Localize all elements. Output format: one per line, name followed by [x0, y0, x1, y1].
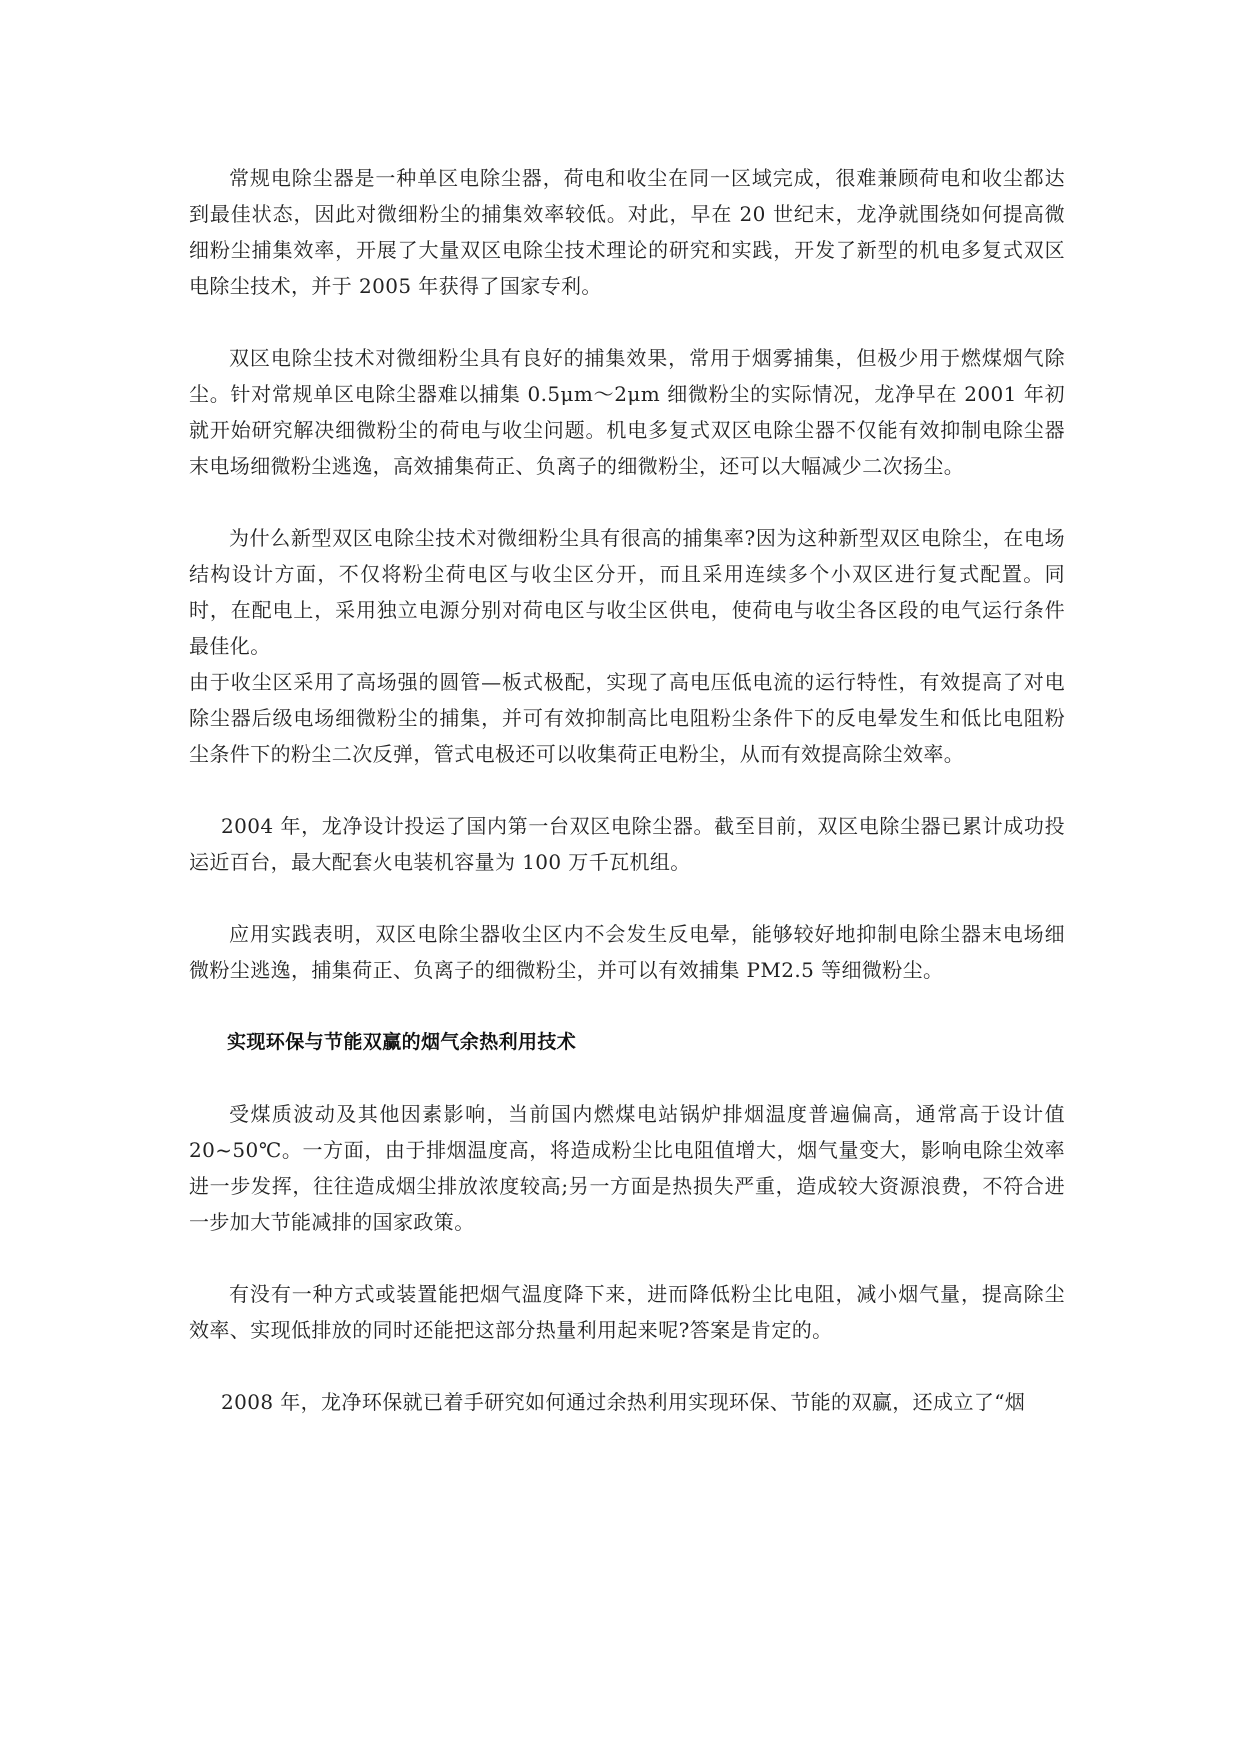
paragraph-dual-zone-effect: 双区电除尘技术对微细粉尘具有良好的捕集效果，常用于烟雾捕集，但极少用于燃煤烟气除尘。针对常规单区电除尘器难以捕集 0.5μm～2μm 细微粉尘的实际情况，龙净早在 2001 年初就开始研究解决细微粉尘的荷电与收尘问题。机电多复式双区电除尘器不仅能有效抑制电除尘器末电场细微粉尘逃逸，高效捕集荷正、负离子的细微粉尘，还可以大幅减少二次扬尘。	[189, 346, 1065, 478]
paragraph-tube-plate-config: 由于收尘区采用了高场强的圆管—板式极配，实现了高电压低电流的运行特性，有效提高了对电除尘器后级电场细微粉尘的捕集，并可有效抑制高比电阻粉尘条件下的反电晕发生和低比电阻粉尘条件下的粉尘二次反弹，管式电极还可以收集荷正电粉尘，从而有效提高除尘效率。	[189, 670, 1065, 766]
paragraph-question: 有没有一种方式或装置能把烟气温度降下来，进而降低粉尘比电阻，减小烟气量，提高除尘效率、实现低排放的同时还能把这部分热量利用起来呢?答案是肯定的。	[189, 1282, 1065, 1342]
paragraph-first-installation: 2004 年，龙净设计投运了国内第一台双区电除尘器。截至目前，双区电除尘器已累计成功投运近百台，最大配套火电装机容量为 100 万千瓦机组。	[189, 814, 1065, 874]
paragraph-why-high-efficiency: 为什么新型双区电除尘技术对微细粉尘具有很高的捕集率?因为这种新型双区电除尘，在电场结构设计方面，不仅将粉尘荷电区与收尘区分开，而且采用连续多个小双区进行复式配置。同时，在配电上，采用独立电源分别对荷电区与收尘区供电，使荷电与收尘各区段的电气运行条件最佳化。	[189, 526, 1065, 658]
paragraph-flue-gas-temperature: 受煤质波动及其他因素影响，当前国内燃煤电站锅炉排烟温度普遍偏高，通常高于设计值 20~50℃。一方面，由于排烟温度高，将造成粉尘比电阻值增大，烟气量变大，影响电除尘效率进一步发挥，往往造成烟尘排放浓度较高;另一方面是热损失严重，造成较大资源浪费，不符合进一步加大节能减排的国家政策。	[189, 1102, 1065, 1234]
section-heading: 实现环保与节能双赢的烟气余热利用技术	[227, 1031, 577, 1053]
paragraph-single-zone-esp: 常规电除尘器是一种单区电除尘器，荷电和收尘在同一区域完成，很难兼顾荷电和收尘都达到最佳状态，因此对微细粉尘的捕集效率较低。对此，早在 20 世纪末，龙净就围绕如何提高微细粉尘捕集效率，开展了大量双区电除尘技术理论的研究和实践，开发了新型的机电多复式双区电除尘技术，并于 2005 年获得了国家专利。	[189, 166, 1065, 298]
paragraph-application-practice: 应用实践表明，双区电除尘器收尘区内不会发生反电晕，能够较好地抑制电除尘器末电场细微粉尘逃逸，捕集荷正、负离子的细微粉尘，并可以有效捕集 PM2.5 等细微粉尘。	[189, 922, 1065, 982]
paragraph-2008-research: 2008 年，龙净环保就已着手研究如何通过余热利用实现环保、节能的双赢，还成立了“烟	[221, 1390, 1026, 1414]
document-body	[189, 160, 1065, 1456]
